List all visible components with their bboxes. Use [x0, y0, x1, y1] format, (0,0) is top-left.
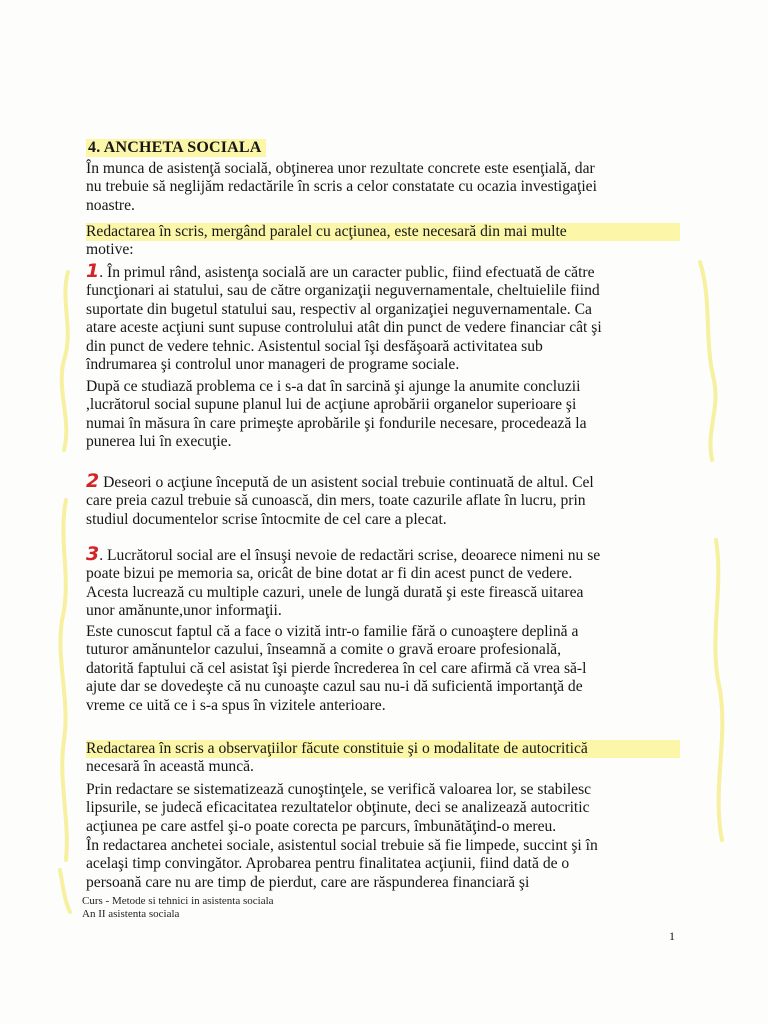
paragraph-plan [86, 378, 680, 452]
paragraph-autocritique [86, 740, 680, 777]
text-line: unor amănunte,unor informaţii. [86, 602, 282, 620]
text-line: Redactarea în scris a observaţiilor făcute constituie şi o modalitate de autocritică [86, 740, 680, 758]
text-line: noastre. [86, 196, 135, 214]
text-line: Redactarea în scris, mergând paralel cu acţiunea, este necesară din mai multe [86, 223, 680, 241]
handwritten-marker-2: 2 [86, 470, 100, 492]
text-line: ajute dar se dovedeşte că nu cunoaşte cazul sau nu-i dă suficientă importanţă de [86, 678, 583, 696]
text-line: studiul documentelor scrise întocmite de cel care a plecat. [86, 510, 447, 528]
text-line: poate bizui pe memoria sa, oricât de bine dotat ar fi din acest punct de vedere. [86, 565, 573, 583]
text-line: După ce studiază problema ce i s-a dat în sarcină şi ajunge la anumite concluzii [86, 378, 581, 395]
text-line: . În primul rând, asistenţa socială are un caracter public, fiind efectuată de către [99, 264, 595, 281]
text-line: vreme ce uită ce i s-a spus în vizitele anterioare. [86, 696, 386, 714]
paragraph-clarity [86, 837, 680, 892]
text-line: motive: [86, 241, 134, 259]
text-line: care preia cazul trebuie să cunoască, din mers, toate cazurile aflate în lucru, prin [86, 492, 586, 510]
text-line: . Lucrătorul social are el însuşi nevoie de redactări scrise, deoarece nimeni nu se [99, 547, 601, 564]
paragraph-visit [86, 623, 680, 715]
text-line: lipsurile, se judecă eficacitatea rezultatelor obţinute, deci se analizează autocritic [86, 799, 590, 817]
page-number: 1 [669, 929, 675, 943]
handwritten-marker-3: 3 [86, 543, 100, 565]
paragraph-reason-3 [86, 545, 680, 621]
text-line: din punct de vedere tehnic. Asistentul social îşi desfăşoară activitatea sub [86, 337, 543, 355]
page-footer [82, 895, 274, 921]
text-line: numai în măsura în care primeşte aprobările şi fondurile necesare, procedează la [86, 414, 587, 432]
text-line: În redactarea anchetei sociale, asistentul social trebuie să fie limpede, succint şi în [86, 837, 598, 854]
text-line: funcţionari ai statului, sau de către organizaţii neguvernamentale, cheltuielile fiind [86, 282, 600, 300]
text-line: atare aceste acţiuni sunt supuse controlului atât din punct de vedere financiar cât şi [86, 319, 602, 337]
text-line: ,lucrătorul social supune planul lui de acţiune aprobării organelor superioare şi [86, 396, 577, 414]
text-line: tuturor amănuntelor cazului, înseamnă a comite o gravă eroare profesională, [86, 641, 561, 659]
text-line: În munca de asistenţă socială, obţinerea unor rezultate concrete este esenţială, dar [86, 160, 595, 177]
paragraph-intro [86, 160, 680, 215]
text-line: necesară în această muncă. [86, 758, 254, 776]
text-line: Prin redactare se sistematizează cunoştinţele, se verifică valoarea lor, se stabilesc [86, 781, 592, 798]
handwritten-marker-1: 1 [86, 260, 100, 282]
section-title: 4. ANCHETA SOCIALA [86, 139, 266, 157]
text-line: punerea lui în execuţie. [86, 433, 232, 451]
text-line: suportate din bugetul statului sau, respectiv al organizaţiei neguvernamentale. Ca [86, 300, 592, 318]
footer-year: An II asistenta sociala [82, 908, 180, 920]
text-line: acţiunea pe care astfel şi-o poate corecta pe parcurs, îmbunătăţind-o mereu. [86, 817, 557, 835]
paragraph-systematize [86, 781, 680, 836]
text-line: persoană care nu are timp de pierdut, care are răspunderea financiară şi [86, 873, 530, 891]
paragraph-reasons [86, 223, 680, 260]
text-line: nu trebuie să neglijăm redactările în scris a celor constatate cu ocazia investigaţiei [86, 178, 597, 196]
text-line: Este cunoscut faptul că a face o vizită intr-o familie fără o cunoaştere deplină a [86, 623, 579, 640]
text-line: Acesta lucrează cu multiple cazuri, unele de lungă durată şi este firească uitarea [86, 583, 584, 601]
text-line: acelaşi timp convingător. Aprobarea pentru finalitatea acţiunii, fiind dată de o [86, 855, 570, 873]
text-line: îndrumarea şi controlul unor manageri de programe sociale. [86, 356, 460, 374]
footer-course: Curs - Metode si tehnici in asistenta sociala [82, 895, 274, 907]
text-line: Deseori o acţiune începută de un asistent social trebuie continuată de altul. Cel [103, 474, 594, 491]
text-line: datorită faptului că cel asistat îşi pierde încrederea în cel care afirmă că vrea să-l [86, 659, 587, 677]
paragraph-reason-2 [86, 472, 680, 529]
paragraph-reason-1 [86, 262, 680, 374]
